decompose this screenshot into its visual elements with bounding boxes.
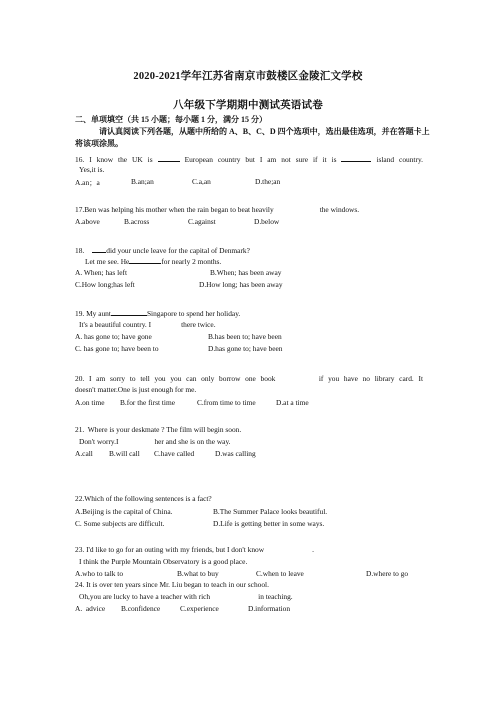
question-21-option-b: B.will call	[109, 449, 140, 458]
question-22-option-a: A.Beijing is the capital of China.	[75, 507, 173, 516]
answer-blank	[129, 256, 161, 264]
question-20-option-d: D.at a time	[276, 398, 309, 407]
question-16-option-c: C.a,an	[192, 177, 211, 186]
section-instructions: 请认真阅读下列各题，从题中所给的 A、B、C、D 四个选项中，选出最佳选项，并在答题卡上将该项涂黑。	[75, 127, 430, 148]
question-19-reply: It's a beautiful country. I there twice.	[79, 320, 216, 329]
question-17-option-b: B.across	[124, 217, 150, 226]
question-22-option-b: B.The Summer Palace looks beautiful.	[213, 507, 328, 516]
question-19-stem: 19. My aunt Singapore to spend her holiday.	[75, 309, 241, 318]
question-23-option-b: B.what to buy	[177, 569, 219, 578]
exam-title: 2020-2021学年江苏省南京市鼓楼区金陵汇文学校	[133, 71, 363, 82]
question-20-option-b: B.for the first time	[120, 398, 176, 407]
question-24-option-d: D.information	[248, 604, 291, 613]
question-18-option-a: A. When; has left	[75, 268, 127, 277]
question-17-option-a: A.above	[75, 217, 100, 226]
question-16-option-a: A.an；a	[75, 178, 100, 187]
section-heading: 二、单项填空（共 15 小题；每小题 1 分，满分 15 分）	[75, 115, 267, 124]
question-21-option-c: C.have called	[154, 449, 195, 458]
question-17-option-c: C.against	[188, 217, 216, 226]
question-17-option-d: D.below	[254, 217, 280, 226]
question-22-option-d: D.Life is getting better in some ways.	[213, 519, 325, 528]
question-24-option-c: C.experience	[180, 604, 219, 613]
question-22-stem: 22.Which of the following sentences is a fact?	[75, 494, 212, 503]
question-22-option-c: C. Some subjects are difficult.	[75, 519, 165, 528]
question-20-stem: 20. I am sorry to tell you you can only borrow one book if you have no library card. It	[75, 374, 423, 383]
question-23-stem: 23. I'd like to go for an outing with my friends, but I don't know .	[75, 545, 314, 554]
question-21-option-a: A.call	[75, 449, 93, 458]
question-21-option-d: D.was calling	[215, 449, 256, 458]
answer-blank	[111, 308, 147, 316]
answer-blank	[158, 154, 180, 162]
question-18-option-b: B.When; has been away	[210, 268, 282, 277]
question-23-option-c: C.when to leave	[256, 569, 304, 578]
question-16-stem: 16. I know the UK is European country but I am not sure if it is island country.	[75, 155, 424, 164]
question-24-option-a: A. advice	[75, 604, 106, 613]
question-24-option-b: B.confidence	[121, 604, 161, 613]
answer-blank	[341, 154, 371, 162]
question-24-reply: Oh,you are lucky to have a teacher with rich in teaching.	[79, 592, 293, 601]
exam-subtitle: 八年级下学期期中测试英语试卷	[173, 100, 323, 111]
question-21-reply: Don't worry.I her and she is on the way.	[79, 437, 231, 446]
question-20-option-c: C.from time to time	[197, 398, 256, 407]
question-23-reply: I think the Purple Mountain Observatory is a good place.	[79, 557, 248, 566]
question-19-option-a: A. has gone to; have gone	[75, 332, 152, 341]
question-19-option-b: B.has been to; have been	[208, 332, 282, 341]
question-20-reply: doesn't matter.One is just enough for me.	[75, 385, 197, 394]
answer-blank	[92, 245, 106, 253]
question-24-stem: 24. It is over ten years since Mr. Liu began to teach in our school.	[75, 580, 269, 589]
question-17-stem: 17.Ben was helping his mother when the rain began to beat heavily the windows.	[75, 205, 360, 214]
question-19-option-d: D.has gone to; have been	[208, 344, 283, 353]
question-18-option-d: D.How long; has been away	[199, 280, 283, 289]
question-23-option-a: A.who to talk to	[75, 569, 124, 578]
question-23-option-d: D.where to go	[366, 569, 409, 578]
question-16-option-b: B.an;an	[131, 177, 154, 186]
question-16-reply: Yes,it is.	[79, 165, 105, 174]
question-18-stem: 18. did your uncle leave for the capital of Denmark?	[75, 246, 250, 255]
question-18-reply: Let me see. He for nearly 2 months.	[85, 257, 222, 266]
question-21-stem: 21. Where is your deskmate ? The film will begin soon.	[75, 425, 242, 434]
question-19-option-c: C. has gone to; have been to	[75, 344, 159, 353]
question-18-option-c: C.How long;has left	[75, 280, 135, 289]
question-20-option-a: A.on time	[75, 398, 105, 407]
question-16-option-d: D.the;an	[255, 177, 281, 186]
